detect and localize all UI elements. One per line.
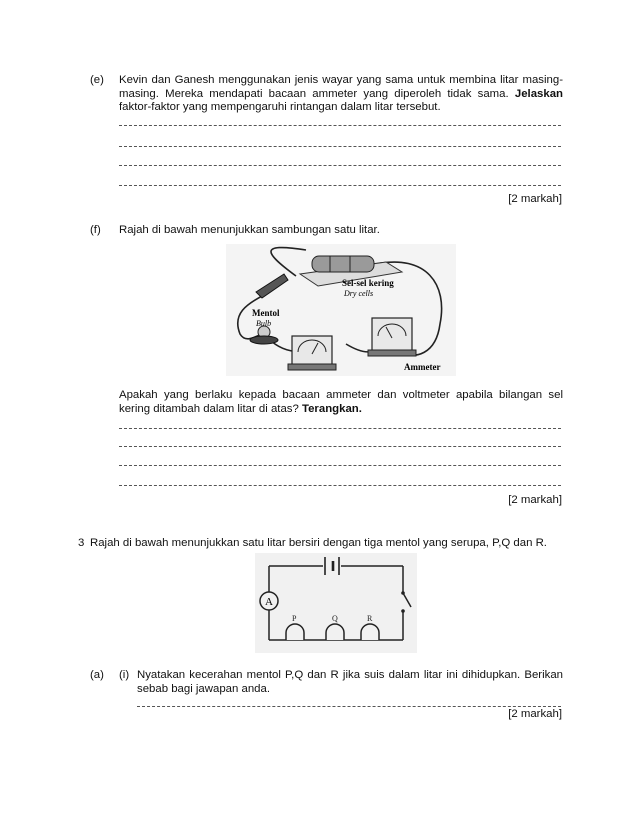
- question-3a-text: Nyatakan kecerahan mentol P,Q dan R jika suis dalam litar ini dihidupkan. Berikan sebab bagi jawapan anda.: [137, 669, 563, 695]
- cells-label-en: Dry cells: [344, 289, 374, 298]
- bulb-p: [286, 624, 304, 640]
- answer-line[interactable]: [119, 428, 561, 429]
- ammeter-symbol-label: A: [265, 596, 273, 608]
- question-f-keyword: Terangkan.: [301, 402, 362, 415]
- bulb-p-label: P: [292, 614, 297, 623]
- answer-line[interactable]: [119, 125, 561, 126]
- question-3-number: 3: [78, 537, 85, 549]
- question-e-marks: [2 markah]: [508, 193, 562, 205]
- answer-line[interactable]: [119, 485, 561, 486]
- ammeter-label: Ammeter: [404, 362, 441, 372]
- question-e-keyword: Jelaskan: [514, 87, 563, 100]
- question-f-text: [119, 389, 563, 416]
- cells-label: Sel-sel kering: [342, 278, 394, 288]
- answer-line[interactable]: [119, 185, 561, 186]
- answer-line[interactable]: [119, 446, 561, 447]
- bulb-label-en: Bulb: [256, 319, 272, 328]
- bulb-r-label: R: [367, 614, 373, 623]
- answer-line[interactable]: [119, 165, 561, 166]
- dry-cells: [312, 256, 374, 272]
- bulb-q: [326, 624, 344, 640]
- ammeter-symbol: [260, 592, 278, 610]
- answer-line[interactable]: [119, 146, 561, 147]
- answer-line[interactable]: [137, 706, 561, 707]
- question-3a-marks: [2 markah]: [508, 708, 562, 720]
- question-e-text-b: faktor-faktor yang mempengaruhi rintangan dalam litar tersebut.: [119, 101, 441, 114]
- question-e-text-a: Kevin dan Ganesh menggunakan jenis wayar yang sama untuk membina litar masing-masing. Mereka mendapati bacaan ammeter yang diperoleh tidak sama.: [119, 74, 563, 100]
- answer-line[interactable]: [119, 465, 561, 466]
- question-3-intro: Rajah di bawah menunjukkan satu litar bersiri dengan tiga mentol yang serupa, P,Q dan R.: [90, 537, 547, 549]
- question-e-text: [119, 74, 563, 115]
- question-f-text-a: Apakah yang berlaku kepada bacaan ammeter dan voltmeter apabila bilangan sel kering ditambah dalam litar di atas?: [119, 389, 563, 415]
- bulb-label: Mentol: [252, 308, 280, 318]
- question-e-label: (e): [90, 74, 104, 86]
- question-3a-label: (a): [90, 669, 104, 681]
- bulb-r: [361, 624, 379, 640]
- question-f-label: (f): [90, 224, 101, 236]
- question-f-intro: Rajah di bawah menunjukkan sambungan satu litar.: [119, 224, 380, 236]
- series-circuit-diagram: [255, 553, 417, 653]
- question-f-marks: [2 markah]: [508, 494, 562, 506]
- circuit-photo-figure: [226, 244, 456, 376]
- question-3a-sub-label: (i): [119, 669, 130, 681]
- bulb-q-label: Q: [332, 614, 338, 623]
